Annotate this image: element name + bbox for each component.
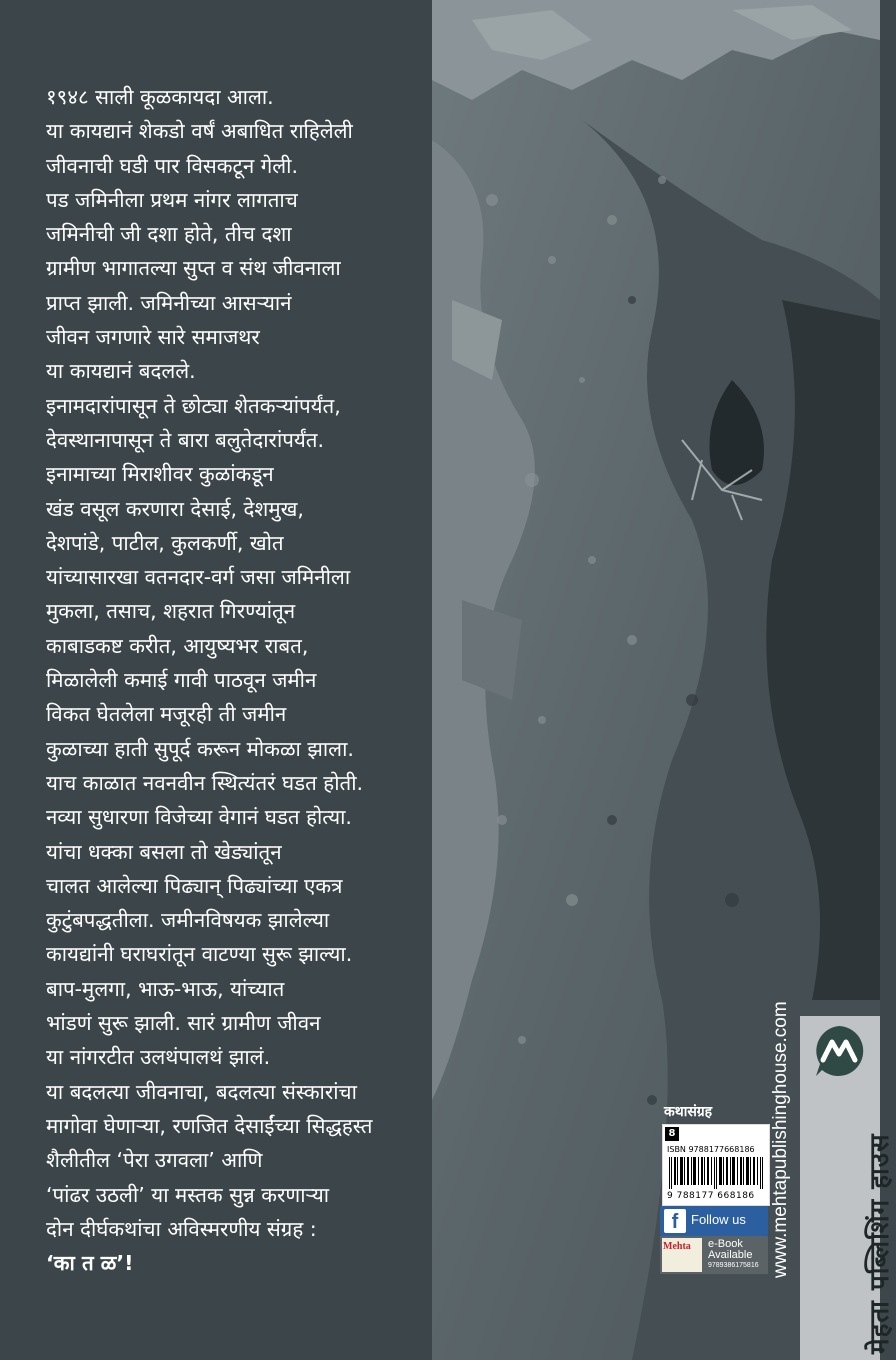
- barcode-bars: [669, 1157, 763, 1189]
- blurb-line: दोन दीर्घकथांचा अविस्मरणीय संग्रह :: [46, 1216, 317, 1241]
- ebook-isbn: 9789386175816: [708, 1262, 759, 1269]
- blurb-line: याच काळात नवनवीन स्थित्यंतरं घडत होती.: [46, 770, 364, 795]
- ebook-available-badge: [660, 1236, 768, 1274]
- publisher-band: [800, 1016, 895, 1360]
- blurb-line: मुकला, तसाच, शहरात गिरण्यांतून: [46, 599, 296, 624]
- blurb-line: मागोवा घेणाऱ्या, रणजित देसाईंच्या सिद्धहस्त: [46, 1113, 373, 1138]
- mehta-ebook-logo: [662, 1238, 702, 1272]
- blurb-line: जमिनीची जी दशा होते, तीच दशा: [46, 222, 292, 247]
- blurb-line: विकत घेतलेला मजूरही ती जमीन: [46, 702, 287, 727]
- blurb-text: [46, 80, 436, 1280]
- isbn-number: 9 788177 668186: [667, 1191, 755, 1201]
- blurb-line: इनामाच्या मिराशीवर कुळांकडून: [46, 462, 274, 487]
- blurb-line: मिळालेली कमाई गावी पाठवून जमीन: [46, 668, 317, 693]
- available-label: Available: [708, 1249, 753, 1261]
- ebook-label: e-Book: [708, 1238, 743, 1250]
- blurb-line: या नांगरटीत उलथंपालथं झालं.: [46, 1045, 271, 1070]
- blurb-line: ग्रामीण भागातल्या सुप्त व संथ जीवनाला: [46, 256, 341, 281]
- blurb-line: या कायद्यानं शेकडो वर्षं अबाधित राहिलेली: [46, 119, 353, 144]
- blurb-line: कुळाच्या हाती सुपूर्द करून मोकळा झाला.: [46, 736, 354, 761]
- blurb-line: भांडणं सुरू झाली. सारं ग्रामीण जीवन: [46, 1011, 321, 1036]
- publisher-name: मेहता पब्लिशिंग हाउस: [865, 1133, 895, 1354]
- facebook-follow-badge[interactable]: [660, 1206, 768, 1236]
- blurb-line: १९४८ साली कूळकायदा आला.: [46, 85, 274, 109]
- blurb-line: खंड वसूल करणारा देसाई, देशमुख,: [46, 496, 304, 521]
- publisher-logo-icon: [812, 1024, 866, 1078]
- blurb-line: देशपांडे, पाटील, कुलकर्णी, खोत: [46, 530, 284, 555]
- blurb-line: काबाडकष्ट करीत, आयुष्यभर राबत,: [46, 633, 309, 658]
- price-code: 8: [665, 1127, 679, 1141]
- blurb-line: देवस्थानापासून ते बारा बलुतेदारांपर्यंत.: [46, 427, 324, 452]
- isbn-barcode: [662, 1124, 770, 1206]
- publisher-website[interactable]: www.mehtapublishinghouse.com: [770, 1001, 791, 1278]
- blurb-line: इनामदारांपासून ते छोट्या शेतकऱ्यांपर्यंत,: [46, 393, 341, 418]
- ebook-logo-text: Mehta: [663, 1241, 691, 1252]
- blurb-line: ‘पांढर उठली’ या मस्तक सुन्न करणाऱ्या: [46, 1182, 330, 1207]
- follow-us-label: Follow us: [691, 1212, 746, 1227]
- book-title-line: ‘का त ळ’!: [46, 1251, 134, 1276]
- blurb-line: कुटुंबपद्धतीला. जमीनविषयक झालेल्या: [46, 908, 330, 933]
- blurb-line: यांचा धक्का बसला तो खेड्यांतून: [46, 839, 282, 864]
- blurb-line: चालत आलेल्या पिढ्यान् पिढ्यांच्या एकत्र: [46, 873, 343, 898]
- blurb-line: जीवनाची घडी पार विसकटून गेली.: [46, 153, 299, 178]
- blurb-line: नव्या सुधारणा विजेच्या वेगानं घडत होत्या.: [46, 805, 352, 830]
- blurb-line: यांच्यासारखा वतनदार-वर्ग जसा जमिनीला: [46, 565, 351, 590]
- blurb-line: कायद्यांनी घराघरांतून वाटण्या सुरू झाल्या.: [46, 942, 353, 967]
- blurb-line: या कायद्यानं बदलले.: [46, 359, 196, 384]
- blurb-line: प्राप्त झाली. जमिनीच्या आसऱ्यानं: [46, 290, 292, 315]
- blurb-line: बाप-मुलगा, भाऊ-भाऊ, यांच्यात: [46, 976, 285, 1001]
- blurb-line: शैलीतील ‘पेरा उगवला’ आणि: [46, 1148, 263, 1173]
- blurb-line: पड जमिनीला प्रथम नांगर लागताच: [46, 187, 298, 212]
- genre-label: कथासंग्रह: [664, 1104, 713, 1120]
- facebook-icon: f: [664, 1209, 686, 1233]
- blurb-line: या बदलत्या जीवनाचा, बदलत्या संस्कारांचा: [46, 1079, 357, 1104]
- isbn-label: ISBN 9788177668186: [667, 1145, 755, 1154]
- blurb-line: जीवन जगणारे सारे समाजथर: [46, 325, 260, 350]
